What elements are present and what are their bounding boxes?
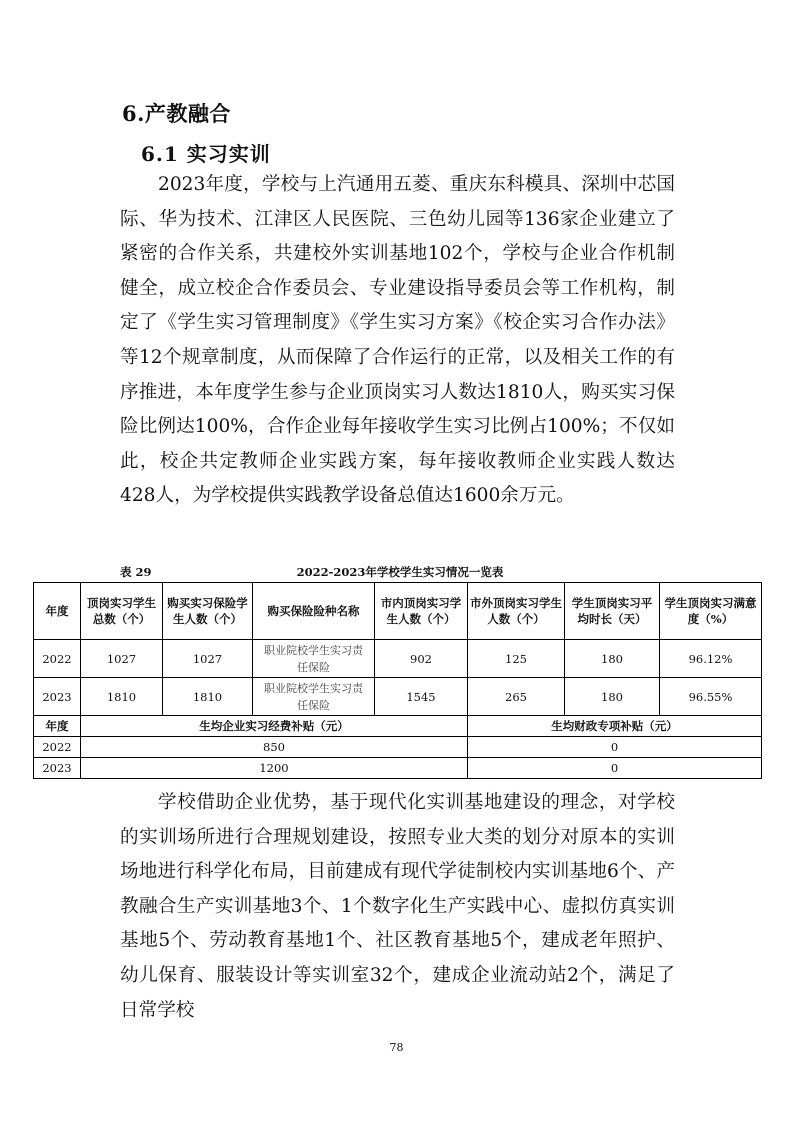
table-header-row — [34, 583, 762, 640]
subsidy-year: 2023 — [34, 758, 81, 779]
cell-local: 902 — [375, 640, 468, 678]
header-year: 年度 — [34, 583, 81, 640]
table-title: 2022-2023年学校学生实习情况一览表 — [296, 565, 504, 579]
cell-insurance: 职业院校学生实习责任保险 — [253, 678, 375, 716]
cell-total: 1810 — [81, 678, 163, 716]
subsidy-row — [34, 737, 762, 758]
subsidy-enterprise: 850 — [81, 737, 468, 758]
subsection-heading: 6.1 实习实训 — [141, 142, 271, 166]
section-heading: 6.产教融合 — [122, 101, 231, 126]
subsidy-fiscal: 0 — [468, 737, 762, 758]
subsidy-enterprise: 1200 — [81, 758, 468, 779]
subsidy-header-year: 年度 — [34, 716, 81, 737]
cell-insured: 1810 — [163, 678, 253, 716]
cell-insured: 1027 — [163, 640, 253, 678]
cell-insurance: 职业院校学生实习责任保险 — [253, 640, 375, 678]
table-row — [34, 640, 762, 678]
subsidy-row — [34, 758, 762, 779]
cell-satisfaction: 96.12% — [660, 640, 762, 678]
cell-nonlocal: 125 — [468, 640, 565, 678]
header-insured: 购买实习保险学生人数（个） — [163, 583, 253, 640]
cell-days: 180 — [565, 678, 660, 716]
subsidy-fiscal: 0 — [468, 758, 762, 779]
cell-total: 1027 — [81, 640, 163, 678]
cell-year: 2023 — [34, 678, 81, 716]
header-insurance: 购买保险险种名称 — [253, 583, 375, 640]
header-nonlocal: 市外顶岗实习学生人数（个） — [468, 583, 565, 640]
header-satisfaction: 学生顶岗实习满意度（%） — [660, 583, 762, 640]
paragraph-training-bases: 学校借助企业优势，基于现代化实训基地建设的理念，对学校的实训场所进行合理规划建设，按照专业大类的划分对原本的实训场地进行科学化布局，目前建成有现代学徒制校内实训基地6个、产教融合生产实训基地3个、1个数字化生产实践中心、虚拟仿真实训基地5个、劳动教育基地1个、社区教育基地5个，建成老年照护、幼儿保育、服装设计等实训室32个，建成企业流动站2个，满足了日常学校 — [120, 792, 675, 1021]
table-number: 表 29 — [120, 565, 152, 579]
subsidy-header-row — [34, 716, 762, 737]
paragraph-internship: 2023年度，学校与上汽通用五菱、重庆东科模具、深圳中芯国际、华为技术、江津区人民医院、三色幼儿园等136家企业建立了紧密的合作关系，共建校外实训基地102个，学校与企业合作机制健全，成立校企合作委员会、专业建设指导委员会等工作机构，制定了《学生实习管理制度》《学生实习方案》《校企实习合作办法》等12个规章制度，从而保障了合作运行的正常，以及相关工作的有序推进，本年度学生参与企业顶岗实习人数达1810人，购买实习保险比例达100%，合作企业每年接收学生实习比例占100%；不仅如此，校企共定教师企业实践方案，每年接收教师企业实践人数达428人，为学校提供实践教学设备总值达1600余万元。 — [120, 174, 675, 507]
header-days: 学生顶岗实习平均时长（天） — [565, 583, 660, 640]
internship-table — [33, 582, 762, 779]
header-local: 市内顶岗实习学生人数（个） — [375, 583, 468, 640]
cell-year: 2022 — [34, 640, 81, 678]
cell-local: 1545 — [375, 678, 468, 716]
subsidy-year: 2022 — [34, 737, 81, 758]
header-total: 顶岗实习学生总数（个） — [81, 583, 163, 640]
cell-satisfaction: 96.55% — [660, 678, 762, 716]
table-caption — [0, 564, 793, 582]
subsidy-header-enterprise: 生均企业实习经费补贴（元） — [81, 716, 468, 737]
table-row — [34, 678, 762, 716]
cell-days: 180 — [565, 640, 660, 678]
subsidy-header-fiscal: 生均财政专项补贴（元） — [468, 716, 762, 737]
page-number: 78 — [389, 1041, 404, 1054]
cell-nonlocal: 265 — [468, 678, 565, 716]
